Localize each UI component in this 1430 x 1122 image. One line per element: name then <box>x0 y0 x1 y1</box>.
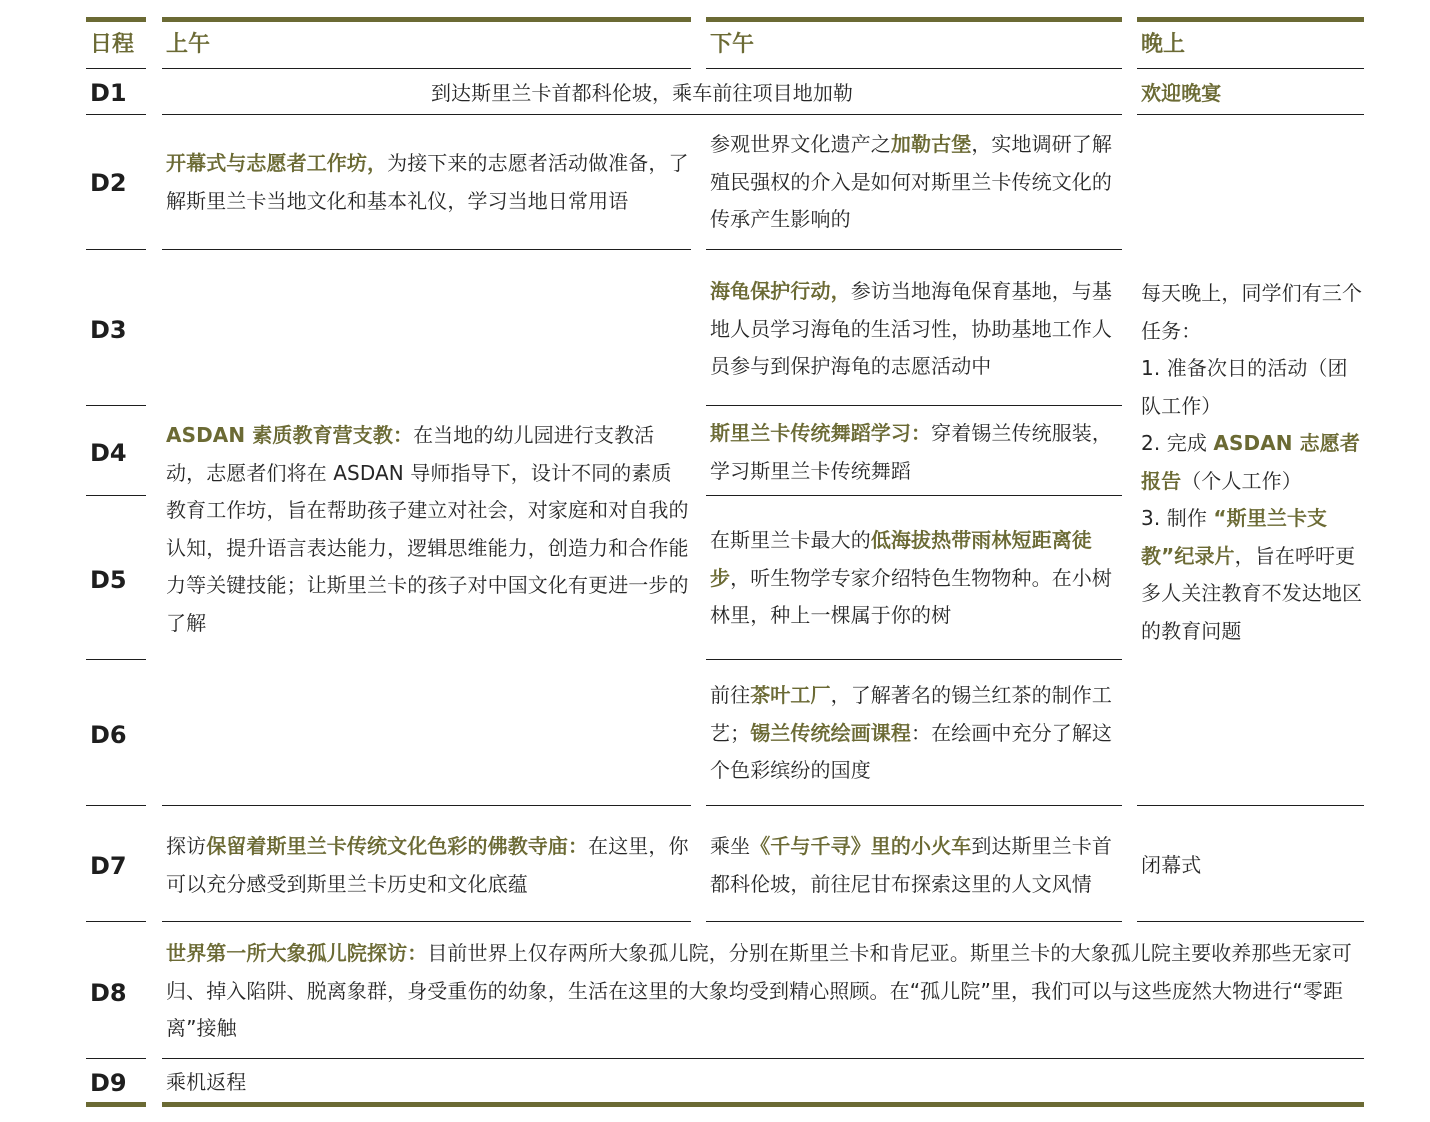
row-divider <box>86 249 146 250</box>
evening-intro: 每天晚上，同学们有三个任务： <box>1141 281 1363 343</box>
d8-cell <box>166 935 1364 1048</box>
evening-task-3-text: 3. 制作 <box>1141 506 1214 530</box>
d8-highlight: 世界第一所大象孤儿院探访： <box>166 941 428 965</box>
d4-afternoon-cell <box>710 415 1122 490</box>
row-divider <box>162 68 691 69</box>
top-rule <box>706 17 1122 22</box>
row-divider <box>86 495 146 496</box>
d6-afternoon-highlight: 锡兰传统绘画课程 <box>750 720 912 745</box>
row-divider <box>706 659 1122 660</box>
day-label-d8: D8 <box>90 979 127 1007</box>
d3-d6-morning-cell <box>166 417 691 642</box>
d1-allday-text: 到达斯里兰卡首都科伦坡，乘车前往项目地加勒 <box>430 81 854 105</box>
d6-afternoon-cell <box>710 677 1122 790</box>
evening-task-2-text: （个人工作） <box>1181 468 1302 493</box>
d6-afternoon-text: ，了解著名的锡兰红茶的制作工艺； <box>710 683 1113 745</box>
evening-task-1: 1. 准备次日的活动（团队工作） <box>1141 356 1348 418</box>
row-divider <box>86 805 146 806</box>
row-divider <box>706 249 1122 250</box>
row-divider <box>86 1058 146 1059</box>
d6-afternoon-text: 前往 <box>710 683 751 707</box>
row-divider <box>1137 921 1364 922</box>
d9-text: 乘机返程 <box>166 1070 247 1094</box>
row-divider <box>1137 68 1364 69</box>
d5-afternoon-highlight: 低海拔热带雨林短距离徒步 <box>710 528 1092 590</box>
top-rule <box>162 17 691 22</box>
row-divider <box>162 114 1122 115</box>
d8-text: 目前世界上仅存两所大象孤儿院，分别在斯里兰卡和肯尼亚。斯里兰卡的大象孤儿院主要收养那些无家可归、掉入陷阱、脱离象群，身受重伤的幼象，生活在这里的大象均受到精心照顾。在“孤儿院”里，我们可以与这些庞然大物进行“零距离”接触 <box>166 941 1352 1040</box>
row-divider <box>1137 805 1364 806</box>
d5-afternoon-text: 在斯里兰卡最大的 <box>710 528 871 552</box>
d4-afternoon-highlight: 斯里兰卡传统舞蹈学习： <box>710 421 932 445</box>
d1-evening-text: 欢迎晚宴 <box>1141 81 1222 105</box>
day-label-d4: D4 <box>90 439 127 467</box>
d4-afternoon-text: 穿着锡兰传统服装，学习斯里兰卡传统舞蹈 <box>710 421 1113 483</box>
row-divider <box>86 68 146 69</box>
bottom-rule <box>86 1102 146 1107</box>
top-rule <box>1137 17 1364 22</box>
asdan-text: 在当地的幼儿园进行支教活动，志愿者们将在 ASDAN 导师指导下，设计不同的素质教育工作坊，旨在帮助孩子建立对社会，对家庭和对自我的认知，提升语言表达能力，逻辑思维能力，创造力和合作能力等关键技能；让斯里兰卡的孩子对中国文化有更进一步的了解 <box>166 423 689 635</box>
row-divider <box>162 1058 1364 1059</box>
d2-morning-cell <box>166 145 691 220</box>
d2-afternoon-cell <box>710 126 1122 239</box>
d5-afternoon-cell <box>710 522 1122 635</box>
top-rule <box>86 17 146 22</box>
row-divider <box>706 405 1122 406</box>
day-label-d9: D9 <box>90 1069 127 1097</box>
row-divider <box>86 921 146 922</box>
day-label-d1: D1 <box>90 79 127 107</box>
d7-afternoon-text: 乘坐 <box>710 834 751 858</box>
evening-task-3-text: ，旨在呼吁更多人关注教育不发达地区的教育问题 <box>1141 543 1363 643</box>
row-divider <box>86 405 146 406</box>
row-divider <box>706 68 1122 69</box>
d6-afternoon-highlight: 茶叶工厂 <box>750 683 831 707</box>
d6-afternoon-text: ：在绘画中充分了解这个色彩缤纷的国度 <box>710 720 1113 782</box>
row-divider <box>162 921 691 922</box>
row-divider <box>162 249 691 250</box>
day-label-d6: D6 <box>90 721 127 749</box>
d3-afternoon-text: 参访当地海龟保育基地，与基地人员学习海龟的生活习性，协助基地工作人员参与到保护海龟的志愿活动中 <box>710 279 1113 378</box>
d7-afternoon-highlight: 《千与千寻》里的小火车 <box>750 834 972 858</box>
row-divider <box>706 805 1122 806</box>
d5-afternoon-text: ，听生物学专家介绍特色生物物种。在小树林里，种上一棵属于你的树 <box>710 565 1113 627</box>
row-divider <box>86 114 146 115</box>
d7-morning-highlight: 保留着斯里兰卡传统文化色彩的佛教寺庙： <box>206 834 589 858</box>
d7-morning-text: 在这里，你可以充分感受到斯里兰卡历史和文化底蕴 <box>166 834 689 896</box>
row-divider <box>86 659 146 660</box>
row-divider <box>706 921 1122 922</box>
row-divider <box>1137 114 1364 115</box>
d7-evening-text: 闭幕式 <box>1141 853 1202 877</box>
d2-afternoon-highlight: 加勒古堡 <box>890 132 972 156</box>
evening-tasks-cell <box>1141 275 1364 650</box>
day-label-d3: D3 <box>90 316 127 344</box>
evening-task-3 <box>1141 500 1364 650</box>
d2-afternoon-text: 参观世界文化遗产之 <box>710 132 891 156</box>
header-afternoon: 下午 <box>710 32 755 57</box>
d3-afternoon-cell <box>710 273 1122 386</box>
header-morning: 上午 <box>166 32 211 57</box>
asdan-highlight: ASDAN 素质教育营支教： <box>166 423 414 447</box>
day-label-d2: D2 <box>90 169 127 197</box>
day-label-d7: D7 <box>90 852 127 880</box>
header-day: 日程 <box>90 32 135 57</box>
evening-task-2-highlight: ASDAN 志愿者报告 <box>1141 431 1360 493</box>
d2-morning-text: 为接下来的志愿者活动做准备，了解斯里兰卡当地文化和基本礼仪，学习当地日常用语 <box>166 151 689 213</box>
d7-morning-text: 探访 <box>166 834 207 858</box>
header-evening: 晚上 <box>1141 32 1186 57</box>
d7-afternoon-cell <box>710 828 1122 903</box>
evening-task-3-highlight: “斯里兰卡支教”纪录片 <box>1141 506 1328 568</box>
evening-task-2 <box>1141 425 1364 500</box>
day-label-d5: D5 <box>90 566 127 594</box>
d2-morning-highlight: 开幕式与志愿者工作坊， <box>166 151 388 175</box>
bottom-rule <box>162 1102 1364 1107</box>
d2-afternoon-text: ，实地调研了解殖民强权的介入是如何对斯里兰卡传统文化的传承产生影响的 <box>710 132 1113 231</box>
row-divider <box>162 805 691 806</box>
d3-afternoon-highlight: 海龟保护行动， <box>710 279 851 303</box>
evening-task-2-text: 2. 完成 <box>1141 431 1214 455</box>
d7-morning-cell <box>166 828 691 903</box>
d7-afternoon-text: 到达斯里兰卡首都科伦坡，前往尼甘布探索这里的人文风情 <box>710 834 1113 896</box>
row-divider <box>706 495 1122 496</box>
